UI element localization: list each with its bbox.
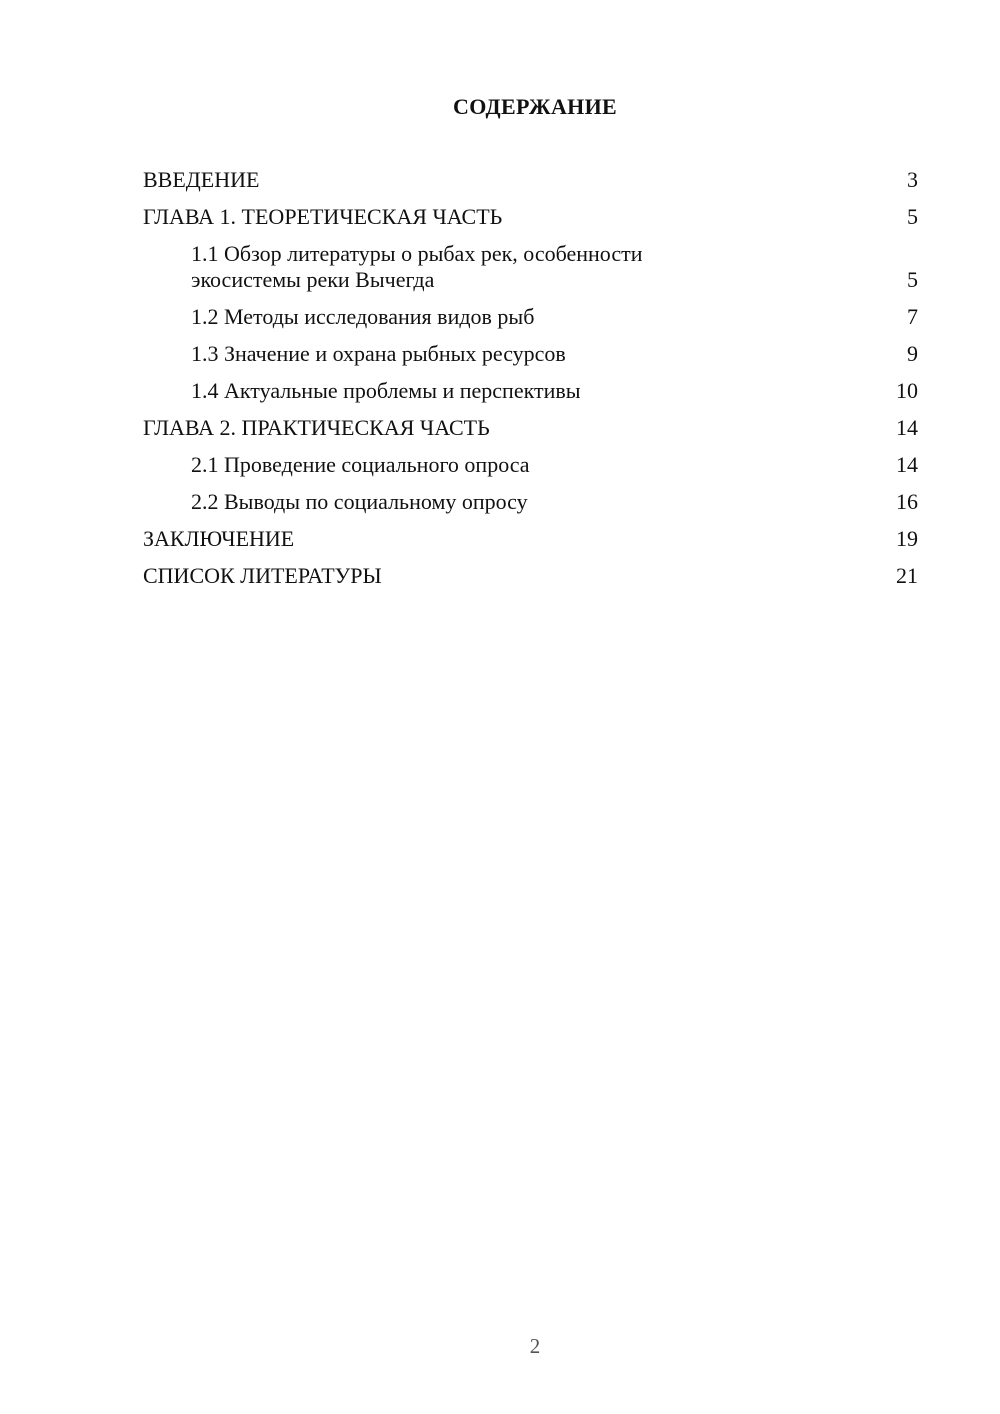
toc-entry-page: 16 bbox=[896, 489, 918, 514]
toc-entry-references[interactable] bbox=[143, 563, 918, 589]
toc-entry-page: 9 bbox=[907, 341, 918, 366]
toc-entry-label: СПИСОК ЛИТЕРАТУРЫ bbox=[143, 563, 382, 588]
toc-entry-label: 2.1 Проведение социального опроса bbox=[191, 452, 530, 477]
toc-entry-page: 3 bbox=[907, 167, 918, 192]
table-of-contents bbox=[143, 167, 918, 600]
toc-entry-page: 5 bbox=[907, 204, 918, 229]
toc-entry-label: 1.2 Методы исследования видов рыб bbox=[191, 304, 535, 329]
toc-entry-page: 19 bbox=[896, 526, 918, 551]
toc-entry-section-1-1[interactable] bbox=[143, 241, 918, 293]
toc-entry-chapter-2[interactable] bbox=[143, 415, 918, 441]
toc-entry-label: 2.2 Выводы по социальному опросу bbox=[191, 489, 528, 514]
toc-entry-page: 7 bbox=[907, 304, 918, 329]
toc-entry-conclusion[interactable] bbox=[143, 526, 918, 552]
toc-entry-label: 1.3 Значение и охрана рыбных ресурсов bbox=[191, 341, 566, 366]
toc-entry-page: 21 bbox=[896, 563, 918, 588]
toc-entry-section-2-2[interactable] bbox=[143, 489, 918, 515]
toc-entry-section-1-4[interactable] bbox=[143, 378, 918, 404]
toc-entry-label: 1.4 Актуальные проблемы и перспективы bbox=[191, 378, 581, 403]
toc-entry-label: ВВЕДЕНИЕ bbox=[143, 167, 260, 192]
toc-entry-page: 14 bbox=[896, 452, 918, 477]
page-number: 2 bbox=[529, 1334, 541, 1358]
toc-entry-label: ГЛАВА 1. ТЕОРЕТИЧЕСКАЯ ЧАСТЬ bbox=[143, 204, 503, 229]
toc-entry-page: 10 bbox=[896, 378, 918, 403]
toc-entry-chapter-1[interactable] bbox=[143, 204, 918, 230]
toc-entry-label: 1.1 Обзор литературы о рыбах рек, особенности экосистемы реки Вычегда bbox=[191, 241, 643, 292]
page-title: СОДЕРЖАНИЕ bbox=[453, 94, 617, 119]
toc-entry-section-1-2[interactable] bbox=[143, 304, 918, 330]
toc-entry-label: ЗАКЛЮЧЕНИЕ bbox=[143, 526, 295, 551]
toc-entry-section-1-3[interactable] bbox=[143, 341, 918, 367]
toc-entry-section-2-1[interactable] bbox=[143, 452, 918, 478]
toc-entry-introduction[interactable] bbox=[143, 167, 918, 193]
toc-entry-page: 14 bbox=[896, 415, 918, 440]
toc-entry-label: ГЛАВА 2. ПРАКТИЧЕСКАЯ ЧАСТЬ bbox=[143, 415, 490, 440]
toc-entry-page: 5 bbox=[907, 267, 918, 292]
